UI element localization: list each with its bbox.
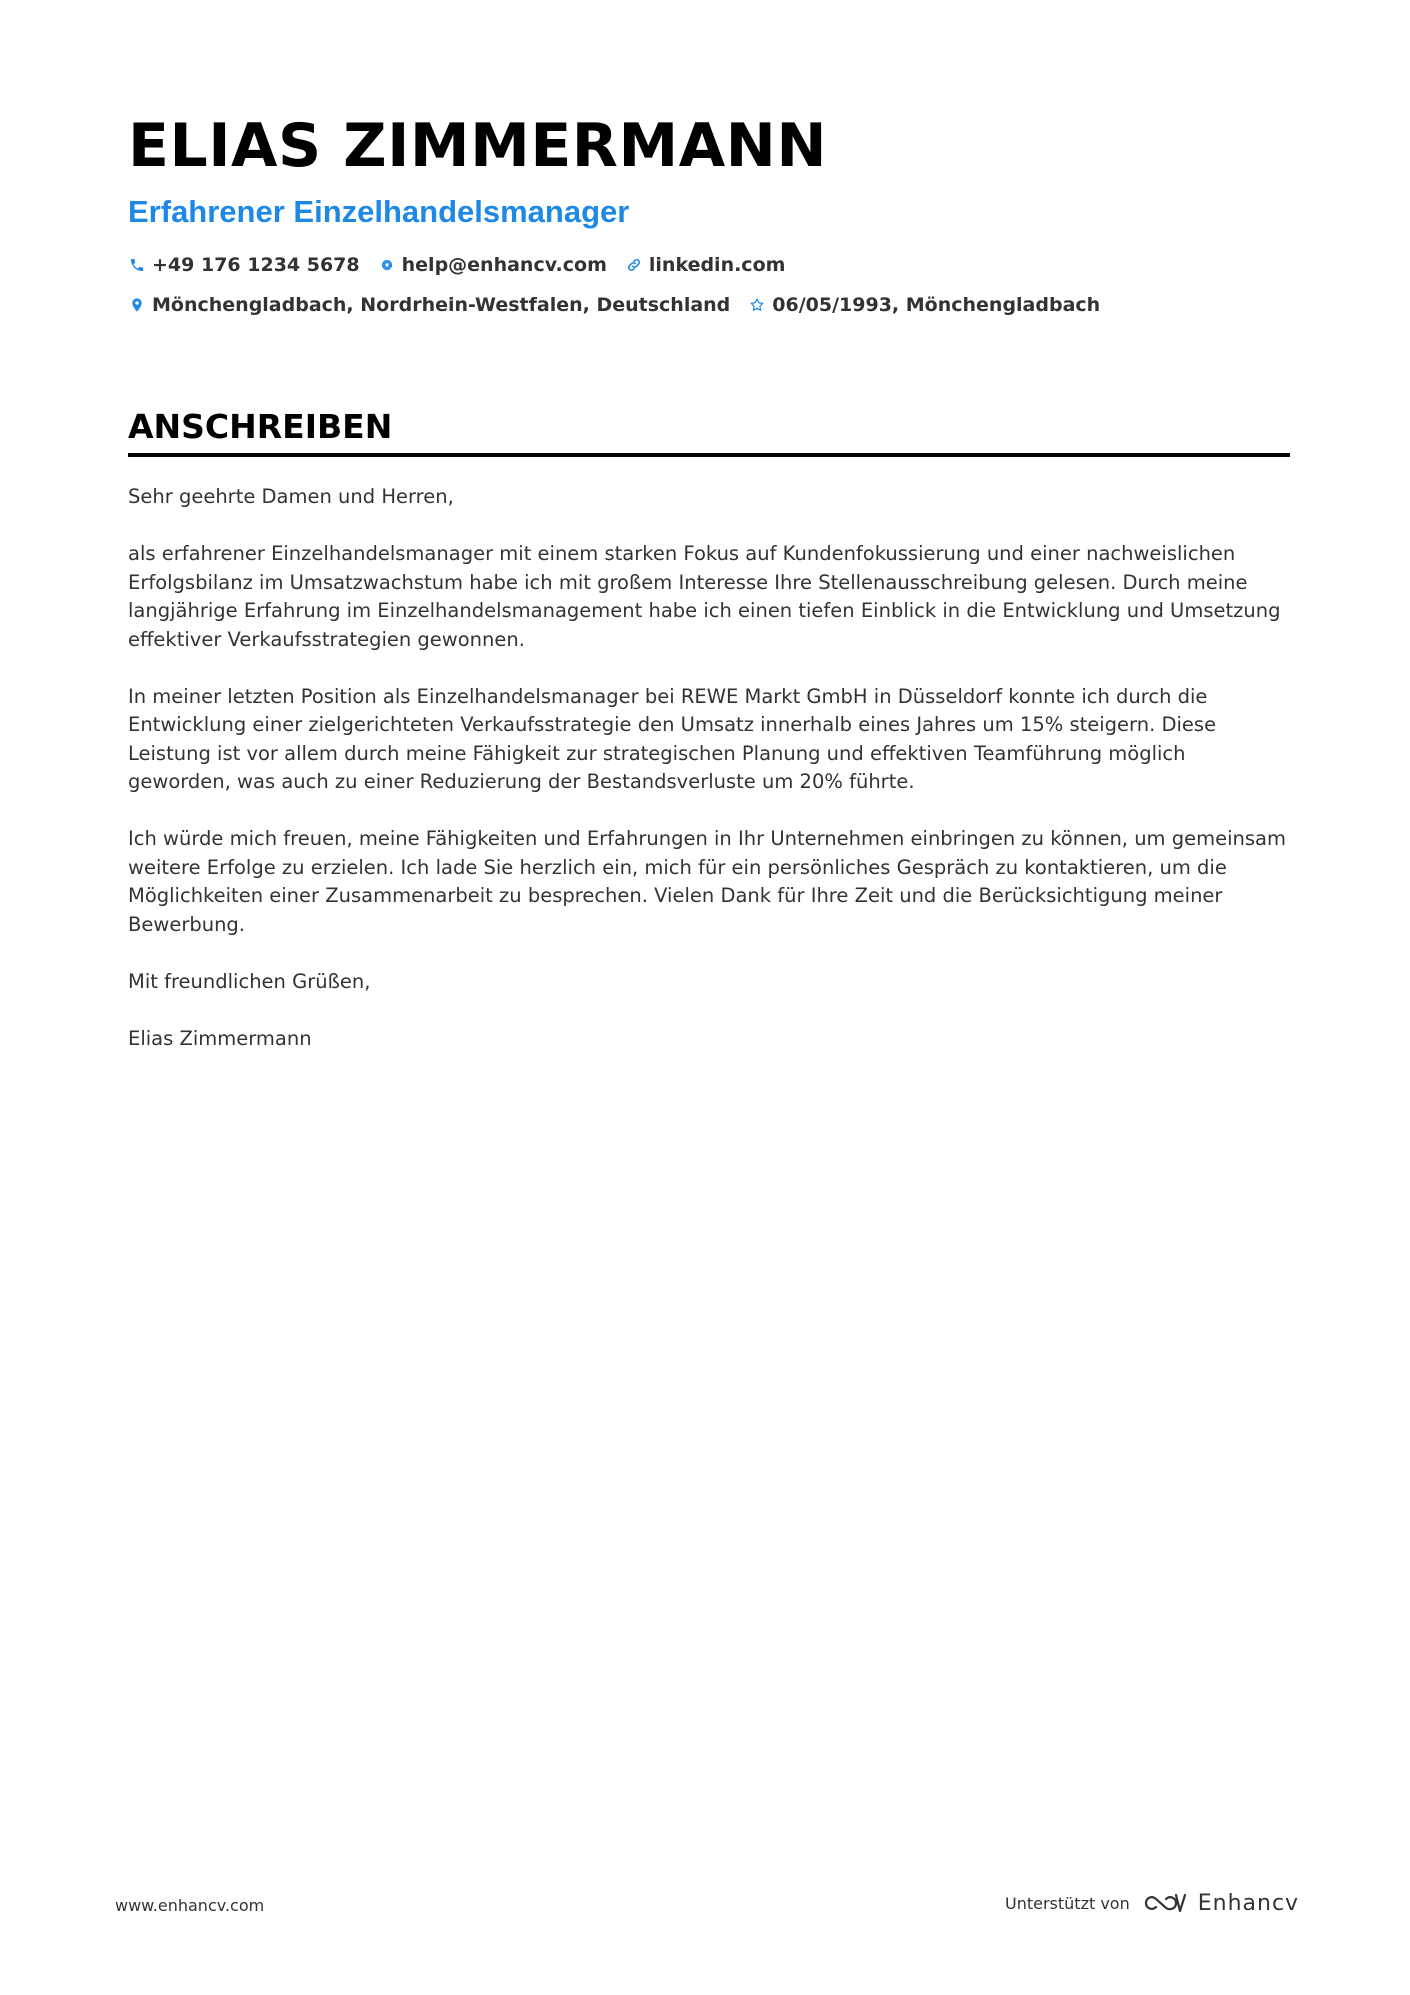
contact-phone xyxy=(128,254,360,276)
paragraph-3: Ich würde mich freuen, meine Fähigkeiten und Erfahrungen in Ihr Unternehmen einbringen zu können, um gemeinsam weitere Erfolge zu erzielen. Ich lade Sie herzlich ein, mich für ein persönliches Gespräch zu kontaktieren, um die Möglichkeiten einer Zusammenarbeit zu besprechen. Vielen Dank für Ihre Zeit und die Berücksichtigung meiner Bewerbung. xyxy=(128,827,1287,936)
contact-row-1 xyxy=(128,250,1290,280)
location-text: Mönchengladbach, Nordrhein-Westfalen, Deutschland xyxy=(152,294,731,316)
powered-by[interactable] xyxy=(1005,1890,1299,1916)
header xyxy=(128,110,1290,320)
section-title: ANSCHREIBEN xyxy=(128,407,393,446)
closing: Mit freundlichen Grüßen, xyxy=(128,969,371,993)
linkedin-text[interactable]: linkedin.com xyxy=(648,254,786,276)
phone-icon xyxy=(128,256,146,274)
contact-row-2 xyxy=(128,290,1290,320)
contact-birth xyxy=(748,294,1100,316)
at-icon xyxy=(378,256,396,274)
section-divider xyxy=(128,453,1290,457)
star-icon xyxy=(748,296,766,314)
powered-by-label: Unterstützt von xyxy=(1005,1893,1130,1913)
birth-text: 06/05/1993, Mönchengladbach xyxy=(772,294,1101,316)
letter-body xyxy=(128,483,1290,1053)
paragraph-2: In meiner letzten Position als Einzelhandelsmanager bei REWE Markt GmbH in Düsseldorf konnte ich durch die Entwicklung einer zielgerichteten Verkaufsstrategie den Umsatz innerhalb eines Jahres um 15% steigern. Diese Leistung ist vor allem durch meine Fähigkeit zur strategischen Planung und effektiven Teamführung möglich geworden, was auch zu einer Reduzierung der Bestandsverluste um 20% führte. xyxy=(128,684,1217,793)
job-title: Erfahrener Einzelhandelsmanager xyxy=(128,194,630,229)
contact-email[interactable] xyxy=(378,254,607,276)
footer-url[interactable]: www.enhancv.com xyxy=(115,1896,265,1915)
signature: Elias Zimmermann xyxy=(128,1026,312,1050)
email-text[interactable]: help@enhancv.com xyxy=(401,254,607,276)
link-icon xyxy=(625,256,643,274)
contact-location xyxy=(128,294,730,316)
location-pin-icon xyxy=(128,296,146,314)
enhancv-logo-icon xyxy=(1142,1890,1188,1916)
phone-text: +49 176 1234 5678 xyxy=(152,254,360,276)
salutation: Sehr geehrte Damen und Herren, xyxy=(128,485,454,508)
applicant-name: ELIAS ZIMMERMANN xyxy=(128,111,828,181)
contact-linkedin[interactable] xyxy=(625,254,786,276)
paragraph-1: als erfahrener Einzelhandelsmanager mit einem starken Fokus auf Kundenfokussierung und einer nachweislichen Erfolgsbilanz im Umsatzwachstum habe ich mit großem Interesse Ihre Stellenausschreibung gelesen. Durch meine langjährige Erfahrung im Einzelhandelsmanagement habe ich einen tiefen Einblick in die Entwicklung und Umsetzung effektiver Verkaufsstrategien gewonnen. xyxy=(128,542,1281,651)
cover-letter-section xyxy=(128,405,1290,1082)
brand-name: Enhancv xyxy=(1197,1890,1300,1916)
